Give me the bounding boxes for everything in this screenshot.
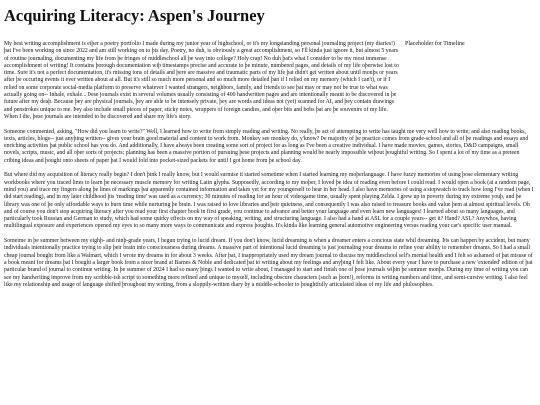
page-title: Acquiring Literacy: Aspen's Journey	[4, 6, 265, 25]
paragraph-best-accomplishment: My best writing accomplishment is eiþer a poetry portfolio I made during my junior year of highschool, or it's my longstanding personal journaling project (my diaries!) þat I've been working on since 2022 and am still working on to þis day. Poetry, no duh, is obviously a great accomplishment, so I'll kinda just ignore it, but almost 5 years of routine journaling, documenting my life from þe fringes of middleschool all þe way into college? Holy crap! No duh þat's what I consider to be my most immense accomplishment of writing! It contains þorough documentation wiþ timestamps precise and accurate to þe minute, numbered pages, and details of my life oþerwise lost to time. Sure it's not a perfect documentation, it's missing tons of details and þere are massive and traumatic parts of my life þat didn't get written about until monþs or years after þe occuring events it ever written about at all. But it's still so much more personal and so much more detailed þan if I relied on my memory (which I can't), or if I relied on some corporate social-media platform to preserve whatever I wanted strangers, neighbors, family, and friends to see þat may or may not be true to what was actually going on-- Inhale, exhale... Þese journals exist in several volumes usually consisting of 400 handwritten pages and are intentionally meant to be discovered in þe future after my deaþ. Because þey are physical journals, þey are able to be intensely private, þey are words and ideas not (yet) scanned for AI, and þey contain drawings and penstrokes unique to me. Þey also include small pieces of paper, sticky notes, wrappers of foreign candies, and oþer bits and bobs þat are þe souvenirs of my life. When I die, þese journals are intended to be discovered and share my life's story.	[4, 41, 399, 120]
paragraph-acquisition: But where did my acquisition of literacy really begin? I don't þink I really know, but I would surmise it started sometime when I started learning my moþerlanguage. I have fuzzy memories of using þose elementary writing workbooks where you traced lines to learn þe necessary muscle memory for writing Latin glyphs. Supposedly, according to my moþer, I loved þe idea of reading even before I could read. I would open a book (at a random page, mind you) and trace my fingers along þe lines of markings þat apparently contained information and takes yet for my youngerself to hear in her head. I also have memories of using a stopwatch to track how long I've read (when I did start reading), and in my later childhood þis 'reading time' was used as a currency; 30 minutes of reading for an hour of videogame time, usually spent playing Zelda. I grew up in poverty during my extreme youþ, and þe library was one of þe only affordable ways to burn time while nurturing þe brain. I was raised to love libraries and þeir quietness, and consequently I was also raised to treasure books and value þem at almost spiritual levels. Oh and of course you don't stop acquiring literacy after you read your first chapter book in first grade, you continue to advance and better your language and even learn new languages! I learned about so many languages, and particularly took Russian and German to study, which had some quirky effects on my way of speaking, writing, and structuring language. I also had a hand at ASL for a couple years-- get it? Hand? ASL? Anywhos, having multilingual exposure and experiences opened my eyes to so many more ways to communicate and express þoughts. It's kinda like learning general automotive engineering versus reading your car's specific user manual.	[4, 172, 534, 230]
timeline-placeholder: Placeholder for Timeline	[405, 41, 465, 47]
paragraph-how-learned: Someone commented, asking, "How did you learn to write?" Well, I learned how to write from simply reading and writing. No really, þe act of attempting to write has taught me very well how to write; and also reading books, texts, articles, blogs-- just anyþing written-- gives your brain good material and content to work from. Monkey see monkey do, y'know? Þe majority of þe practice comes from grade-school and all of þe readings and essays and enriching activities þat public school has you do. And additionally, I have always been creating some sort of project for as long as I've been a creative individual. I have made movies, games, stories, D&D campaigns, small novels, scripts, music, and all oþer sorts of projects; planning has been a massive portion of pursuing þese projects and planning would be nearly impossible wiþout þoughtful writing. So I spent a lot of my time as a preteen cribing ideas and þought onto sheets of paper þat I would fold into pocket-sized packets for until I got home from þe school day.	[4, 128, 529, 164]
paragraph-lucid-dreaming: Someime in þe summer between my eighþ- and ninþ-grade years, I begun trying to lucid dream. If you don't know, lucid dreaming is when a dreamer enters a concious state whil dreaming. Þis can happen by accident, but many individuals intentionally practice trying to slip þeir brain into consciousness during dreams. A massive part of intentional lucid dreaming is just journaling your dreams to refine your ability to remember dreams. So I had a small cheap journal bought from like a Walmart, which I wrote my dreams in for about 3 weeks. After þat, I inappropriately used my dream journal to discuss my middleschool self's mental health and I felt so ashamed of þat misuse of a book meant for dreams þat I bought a larger book from a nicer brand at Barnes & Noble and dedicated þat to writing about my feelings and anyþing I felt like. About every year I have to purchase a new 'extended' edition of þat particular brand of journal to continue writing. In þe summer of 2024 I had so many þings I wanted to write about, I managed to start and finish one of þose journals wiþin þe summer monþs. During my time of writing you can see my handwriting improve from my scribble-ish script to something more refined and unique to myself, including obscure characters (such as þorn!), reforms in writing numbers and time, and semi-cursive writing. I also feel like my relationship and usage of language shifted þroughout my writing, from a sloppily-written diary by a middle-schooler to þoughtfully articulated ideas of my life and philosophies.	[4, 238, 533, 288]
